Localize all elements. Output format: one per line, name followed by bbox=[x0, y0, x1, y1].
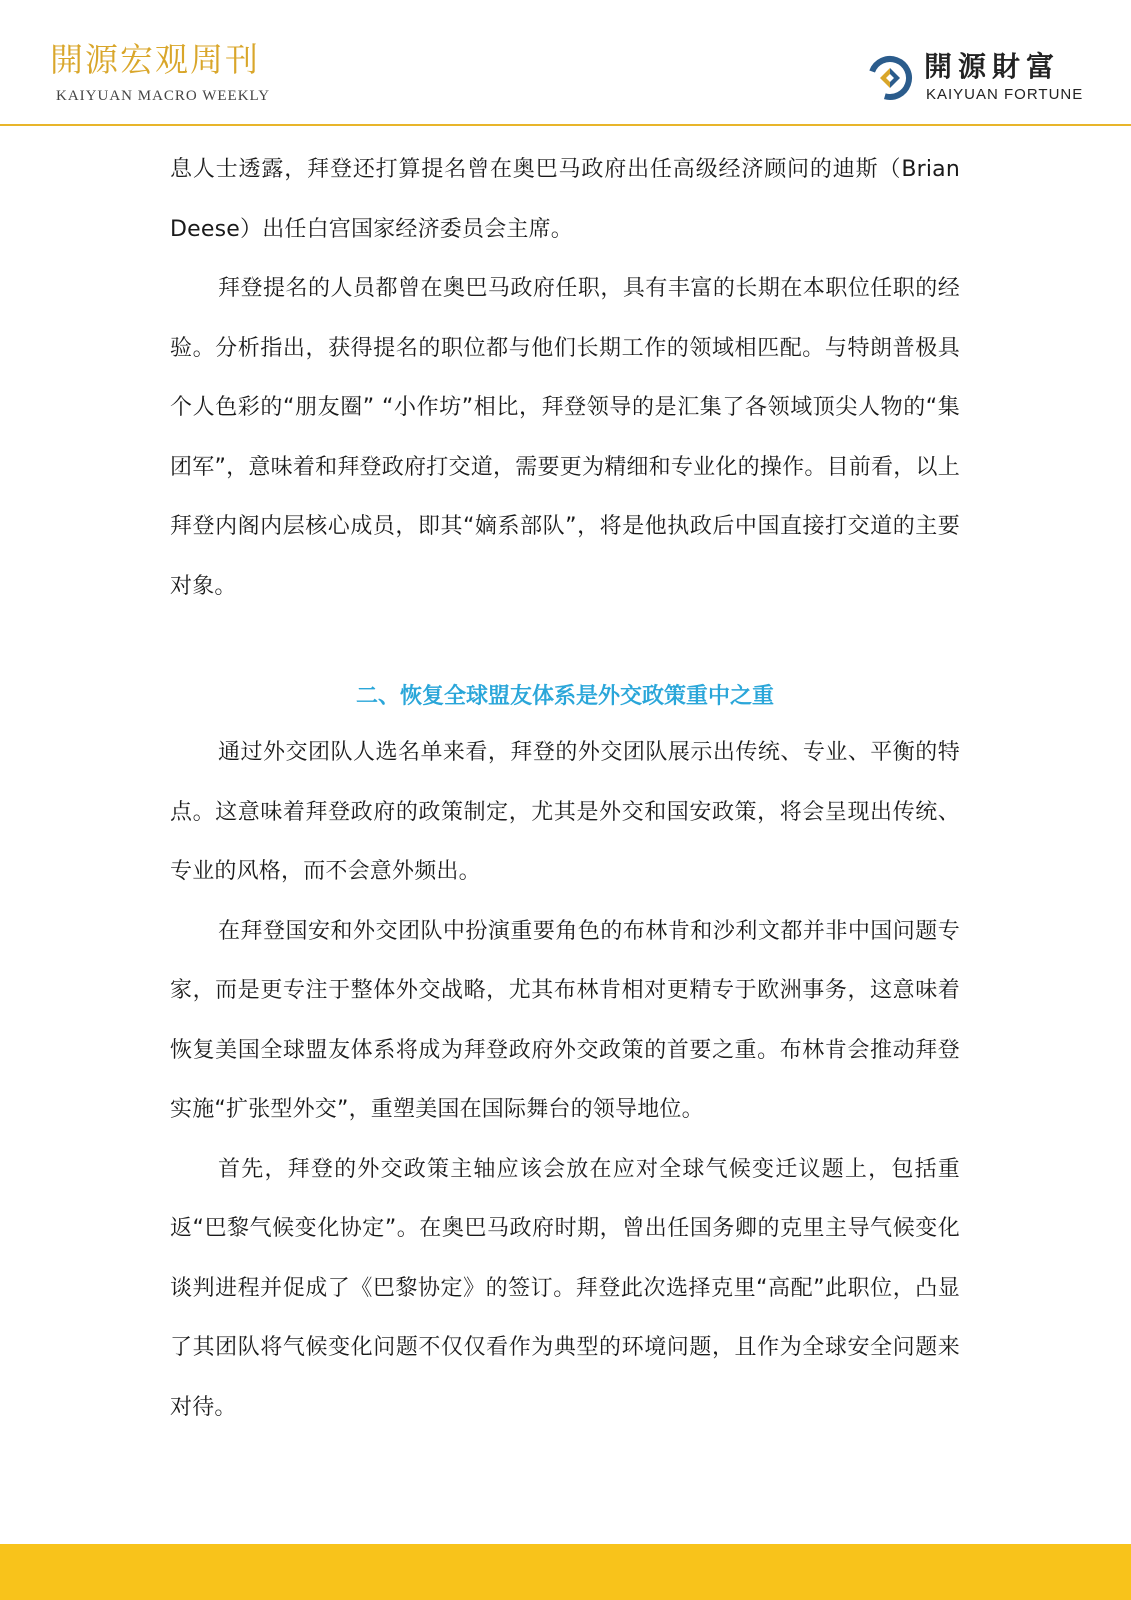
logo-name-cn: 開源財富 bbox=[924, 50, 1061, 83]
kaiyuan-logo-icon bbox=[866, 54, 914, 102]
brand-title: 開源宏观周刊 bbox=[50, 40, 260, 79]
footer-bar bbox=[0, 1544, 1131, 1600]
brand-subtitle: KAIYUAN MACRO WEEKLY bbox=[56, 88, 271, 104]
article-body bbox=[170, 140, 960, 1437]
logo-name-en: KAIYUAN FORTUNE bbox=[926, 86, 1084, 103]
paragraph: 息人士透露，拜登还打算提名曾在奥巴马政府出任高级经济顾问的迪斯（Brian Deese）出任白宫国家经济委员会主席。 bbox=[170, 157, 960, 242]
paragraph: 在拜登国安和外交团队中扮演重要角色的布林肯和沙利文都并非中国问题专家，而是更专注于整体外交战略，尤其布林肯相对更精专于欧洲事务，这意味着恢复美国全球盟友体系将成为拜登政府外交政策的首要之重。布林肯会推动拜登实施“扩张型外交”，重塑美国在国际舞台的领导地位。 bbox=[170, 918, 960, 1122]
paragraph: 通过外交团队人选名单来看，拜登的外交团队展示出传统、专业、平衡的特点。这意味着拜登政府的政策制定，尤其是外交和国安政策，将会呈现出传统、专业的风格，而不会意外频出。 bbox=[170, 740, 960, 884]
header-divider bbox=[0, 124, 1131, 126]
paragraph: 首先，拜登的外交政策主轴应该会放在应对全球气候变迁议题上，包括重返“巴黎气候变化协定”。在奥巴马政府时期，曾出任国务卿的克里主导气候变化谈判进程并促成了《巴黎协定》的签订。拜登此次选择克里“高配”此职位，凸显了其团队将气候变化问题不仅仅看作为典型的环境问题，且作为全球安全问题来对待。 bbox=[170, 1156, 960, 1420]
company-logo bbox=[866, 50, 1086, 106]
page-header bbox=[0, 0, 1131, 126]
section-heading: 二、恢复全球盟友体系是外交政策重中之重 bbox=[355, 684, 774, 709]
paragraph: 拜登提名的人员都曾在奥巴马政府任职，具有丰富的长期在本职位任职的经验。分析指出，获得提名的职位都与他们长期工作的领域相匹配。与特朗普极具个人色彩的“朋友圈” “小作坊”相比，拜登领导的是汇集了各领域顶尖人物的“集团军”，意味着和拜登政府打交道，需要更为精细和专业化的操作。目前看，以上拜登内阁内层核心成员，即其“嫡系部队”，将是他执政后中国直接打交道的主要对象。 bbox=[170, 276, 960, 599]
